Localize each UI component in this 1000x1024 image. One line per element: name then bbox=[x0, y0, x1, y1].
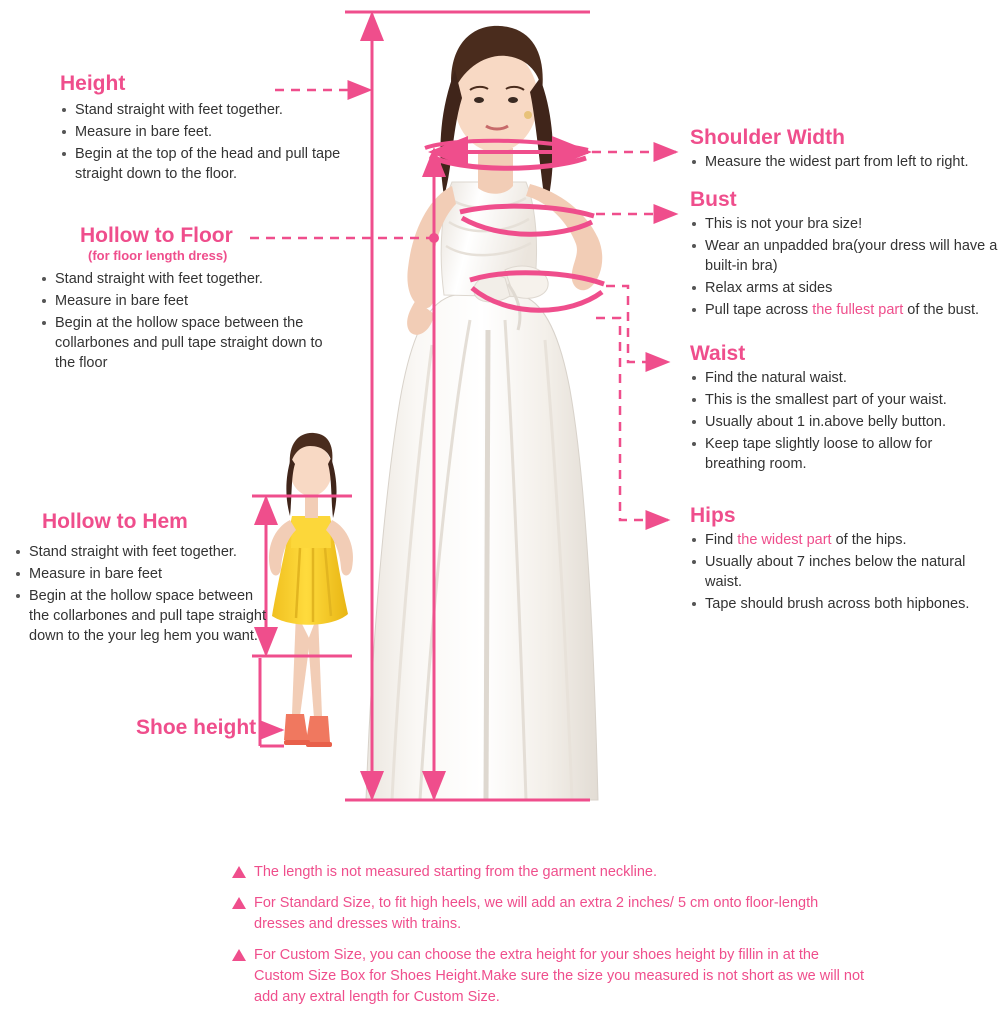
warning-triangle-icon bbox=[232, 866, 246, 878]
footnotes bbox=[232, 862, 872, 1018]
section-hollow-to-floor-heading: Hollow to Floor bbox=[80, 224, 233, 247]
footnote-item bbox=[232, 862, 872, 883]
list-item: Begin at the hollow space between the collarbones and pull tape straight down to the your leg hem you want. bbox=[14, 586, 266, 646]
section-shoe-height-heading: Shoe height bbox=[136, 716, 257, 739]
footnote-item bbox=[232, 945, 872, 1008]
footnote-text: For Custom Size, you can choose the extra height for your shoes height by fillin in at the Custom Size Box for Shoes Height.Make sure the size you measured is not short as we will not add any extral length for Custom Size. bbox=[254, 947, 865, 1005]
section-hollow-to-hem-bullets bbox=[14, 542, 266, 646]
section-hollow-to-hem bbox=[14, 510, 266, 648]
hips-pre: Find bbox=[705, 532, 738, 548]
hips-post: of the hips. bbox=[831, 532, 907, 548]
list-item: Relax arms at sides bbox=[690, 278, 1000, 298]
list-item-highlighted bbox=[690, 300, 1000, 320]
section-waist-bullets bbox=[690, 368, 990, 474]
section-hollow-to-hem-heading: Hollow to Hem bbox=[42, 510, 188, 533]
bust-pre: Pull tape across bbox=[705, 302, 813, 318]
section-hollow-to-floor-bullets bbox=[40, 269, 340, 373]
section-shoe-height bbox=[136, 716, 256, 740]
list-item: This is the smallest part of your waist. bbox=[690, 390, 990, 410]
section-hollow-to-floor bbox=[40, 224, 340, 375]
model-white-gown bbox=[366, 26, 602, 800]
list-item: Keep tape slightly loose to allow for breathing room. bbox=[690, 434, 990, 474]
warning-triangle-icon bbox=[232, 897, 246, 909]
list-item: Measure the widest part from left to right. bbox=[690, 152, 990, 172]
list-item: Measure in bare feet bbox=[40, 291, 340, 311]
footnote-text: The length is not measured starting from the garment neckline. bbox=[254, 864, 657, 880]
section-bust-bullets bbox=[690, 214, 1000, 320]
section-bust bbox=[690, 188, 1000, 322]
warning-triangle-icon bbox=[232, 949, 246, 961]
bust-highlight: the fullest part bbox=[812, 302, 904, 318]
list-item: Measure in bare feet. bbox=[60, 122, 360, 142]
section-bust-heading: Bust bbox=[690, 188, 737, 211]
section-waist-heading: Waist bbox=[690, 342, 746, 365]
list-item: Find the natural waist. bbox=[690, 368, 990, 388]
list-item-highlighted bbox=[690, 530, 990, 550]
model-yellow-dress bbox=[269, 433, 353, 747]
section-hips-heading: Hips bbox=[690, 504, 736, 527]
list-item: Measure in bare feet bbox=[14, 564, 266, 584]
list-item: This is not your bra size! bbox=[690, 214, 1000, 234]
list-item: Tape should brush across both hipbones. bbox=[690, 594, 990, 614]
bust-post: of the bust. bbox=[903, 302, 980, 318]
section-height-heading: Height bbox=[60, 72, 126, 95]
section-shoulder-width-heading: Shoulder Width bbox=[690, 126, 845, 149]
footnote-text: For Standard Size, to fit high heels, we will add an extra 2 inches/ 5 cm onto floor-length dresses and dresses with trains. bbox=[254, 895, 819, 932]
section-shoulder-width-bullets bbox=[690, 152, 990, 172]
section-waist bbox=[690, 342, 990, 476]
section-hips-bullets bbox=[690, 530, 990, 614]
list-item: Wear an unpadded bra(your dress will have a built-in bra) bbox=[690, 236, 1000, 276]
list-item: Usually about 1 in.above belly button. bbox=[690, 412, 990, 432]
list-item: Begin at the hollow space between the collarbones and pull tape straight down to the floor bbox=[40, 313, 340, 373]
list-item: Stand straight with feet together. bbox=[14, 542, 266, 562]
list-item: Begin at the top of the head and pull tape straight down to the floor. bbox=[60, 144, 360, 184]
section-height-bullets bbox=[60, 100, 360, 184]
list-item: Stand straight with feet together. bbox=[40, 269, 340, 289]
section-hips bbox=[690, 504, 990, 616]
section-shoulder-width bbox=[690, 126, 990, 174]
list-item: Usually about 7 inches below the natural waist. bbox=[690, 552, 990, 592]
footnote-item bbox=[232, 893, 872, 935]
hips-highlight: the widest part bbox=[737, 532, 832, 548]
section-hollow-to-floor-subheading: (for floor length dress) bbox=[88, 248, 228, 263]
list-item: Stand straight with feet together. bbox=[60, 100, 360, 120]
section-height bbox=[60, 72, 360, 186]
